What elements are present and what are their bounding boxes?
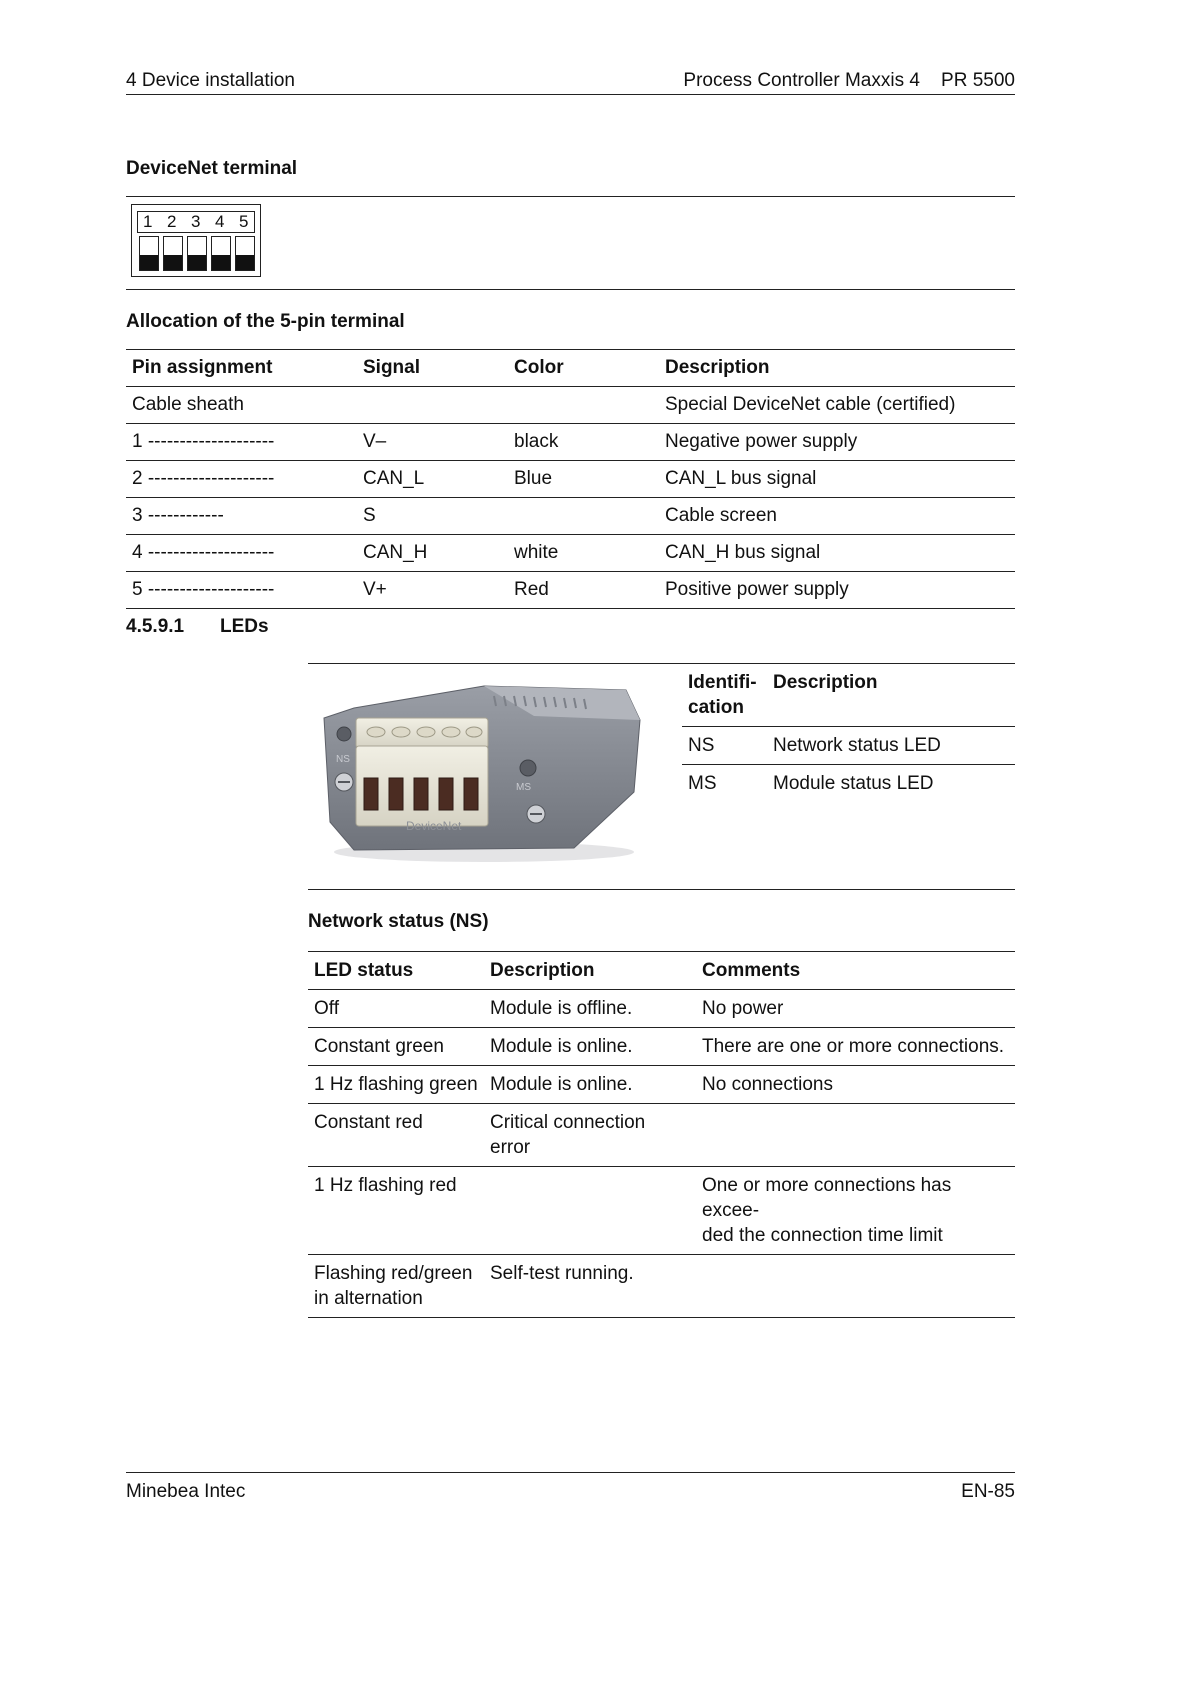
terminal-bottom-rule <box>126 289 1015 290</box>
pin-number: 5 <box>239 212 249 231</box>
table-row <box>308 1167 1015 1255</box>
header-rule <box>126 94 1015 95</box>
table-cell: MS <box>688 773 717 794</box>
column-header: Description <box>773 672 878 693</box>
table-cell: Red <box>514 579 549 600</box>
table-cell: Cable screen <box>665 505 777 526</box>
terminal-diagram <box>131 204 261 277</box>
table-cell: 5 -------------------- <box>132 579 275 600</box>
pin-contact <box>211 236 231 271</box>
table-cell <box>357 387 508 424</box>
table-cell: CAN_L <box>363 468 425 489</box>
pin-number: 3 <box>191 212 201 231</box>
table-cell: Network status LED <box>773 735 941 756</box>
table-row <box>308 1104 1015 1167</box>
table-cell <box>696 1104 1015 1167</box>
table-cell: 1 Hz flashing red <box>314 1175 457 1196</box>
header-document-title: Process Controller Maxxis 4 PR 5500 <box>683 70 1015 91</box>
module-brand-text: DeviceNet <box>406 819 462 833</box>
table-row <box>126 535 1015 572</box>
column-header: LED status <box>314 960 414 981</box>
table-cell: Blue <box>514 468 553 489</box>
table-cell: Module status LED <box>773 773 934 794</box>
allocation-table <box>126 349 1015 609</box>
table-row <box>126 424 1015 461</box>
table-row <box>308 1066 1015 1104</box>
network-status-title: Network status (NS) <box>308 911 489 932</box>
table-row <box>126 387 1015 424</box>
table-cell: No connections <box>702 1074 833 1095</box>
network-status-table <box>308 951 1015 1318</box>
table-cell: Constant red <box>314 1112 423 1133</box>
leds-section-title: LEDs <box>220 616 269 637</box>
table-cell: Off <box>314 998 339 1019</box>
table-cell: Positive power supply <box>665 579 849 600</box>
table-cell <box>508 387 659 424</box>
allocation-title: Allocation of the 5-pin terminal <box>126 311 405 332</box>
table-cell: 2 -------------------- <box>132 468 275 489</box>
table-cell: Module is online. <box>490 1074 633 1095</box>
column-header: Description <box>665 357 770 378</box>
table-cell: 4 -------------------- <box>132 542 275 563</box>
table-header-row <box>126 350 1015 387</box>
table-cell: One or more connections has excee- ded the connection time limit <box>702 1175 952 1246</box>
table-row <box>682 727 1015 765</box>
table-row <box>308 1028 1015 1066</box>
column-header: Signal <box>363 357 421 378</box>
table-cell: Critical connection error <box>490 1112 646 1158</box>
column-header: Identifi- cation <box>688 672 757 718</box>
ns-led-label: NS <box>336 754 350 765</box>
table-cell: V+ <box>363 579 387 600</box>
table-header-row <box>308 952 1015 990</box>
table-cell: V– <box>363 431 387 452</box>
pin-contact <box>163 236 183 271</box>
leds-bottom-rule <box>308 889 1015 890</box>
table-cell: No power <box>702 998 784 1019</box>
table-cell: Constant green <box>314 1036 444 1057</box>
terminal-top-rule <box>126 196 1015 197</box>
column-header: Description <box>490 960 595 981</box>
led-identification-table <box>682 664 1015 802</box>
table-cell: CAN_L bus signal <box>665 468 817 489</box>
pin-contact <box>187 236 207 271</box>
table-cell: Special DeviceNet cable (certified) <box>665 394 956 415</box>
table-row <box>126 461 1015 498</box>
table-cell: Self-test running. <box>490 1263 634 1284</box>
table-cell: Negative power supply <box>665 431 858 452</box>
footer-page-number: EN-85 <box>961 1481 1015 1502</box>
table-cell <box>508 498 659 535</box>
table-cell: white <box>514 542 559 563</box>
table-row <box>308 1255 1015 1318</box>
table-cell: CAN_H <box>363 542 428 563</box>
header-chapter: 4 Device installation <box>126 70 295 91</box>
table-cell <box>696 1255 1015 1318</box>
table-cell: S <box>363 505 376 526</box>
devicenet-module-image <box>314 672 654 872</box>
column-header: Pin assignment <box>132 357 273 378</box>
table-cell: black <box>514 431 559 452</box>
table-cell: Module is offline. <box>490 998 633 1019</box>
terminal-section-title: DeviceNet terminal <box>126 158 298 179</box>
table-cell: 1 Hz flashing green <box>314 1074 478 1095</box>
ms-led-label: MS <box>516 782 531 793</box>
table-cell: 1 -------------------- <box>132 431 275 452</box>
footer-company: Minebea Intec <box>126 1481 246 1502</box>
table-header-row <box>682 664 1015 727</box>
pin-contact <box>139 236 159 271</box>
table-cell: 3 ------------ <box>132 505 224 526</box>
table-cell: There are one or more connections. <box>702 1036 1005 1057</box>
pin-contact <box>235 236 255 271</box>
leds-section-number: 4.5.9.1 <box>126 616 185 637</box>
table-row <box>126 498 1015 535</box>
table-row <box>682 765 1015 803</box>
table-cell: Module is online. <box>490 1036 633 1057</box>
pin-number: 1 <box>143 212 153 231</box>
table-row <box>308 990 1015 1028</box>
table-cell: NS <box>688 735 715 756</box>
footer-rule <box>126 1472 1015 1473</box>
table-cell <box>484 1167 696 1255</box>
table-cell: Flashing red/green in alternation <box>314 1263 473 1309</box>
pin-number: 2 <box>167 212 177 231</box>
column-header: Comments <box>702 960 801 981</box>
table-row <box>126 572 1015 609</box>
table-cell: Cable sheath <box>132 394 244 415</box>
table-cell: CAN_H bus signal <box>665 542 821 563</box>
column-header: Color <box>514 357 564 378</box>
pin-number: 4 <box>215 212 225 231</box>
